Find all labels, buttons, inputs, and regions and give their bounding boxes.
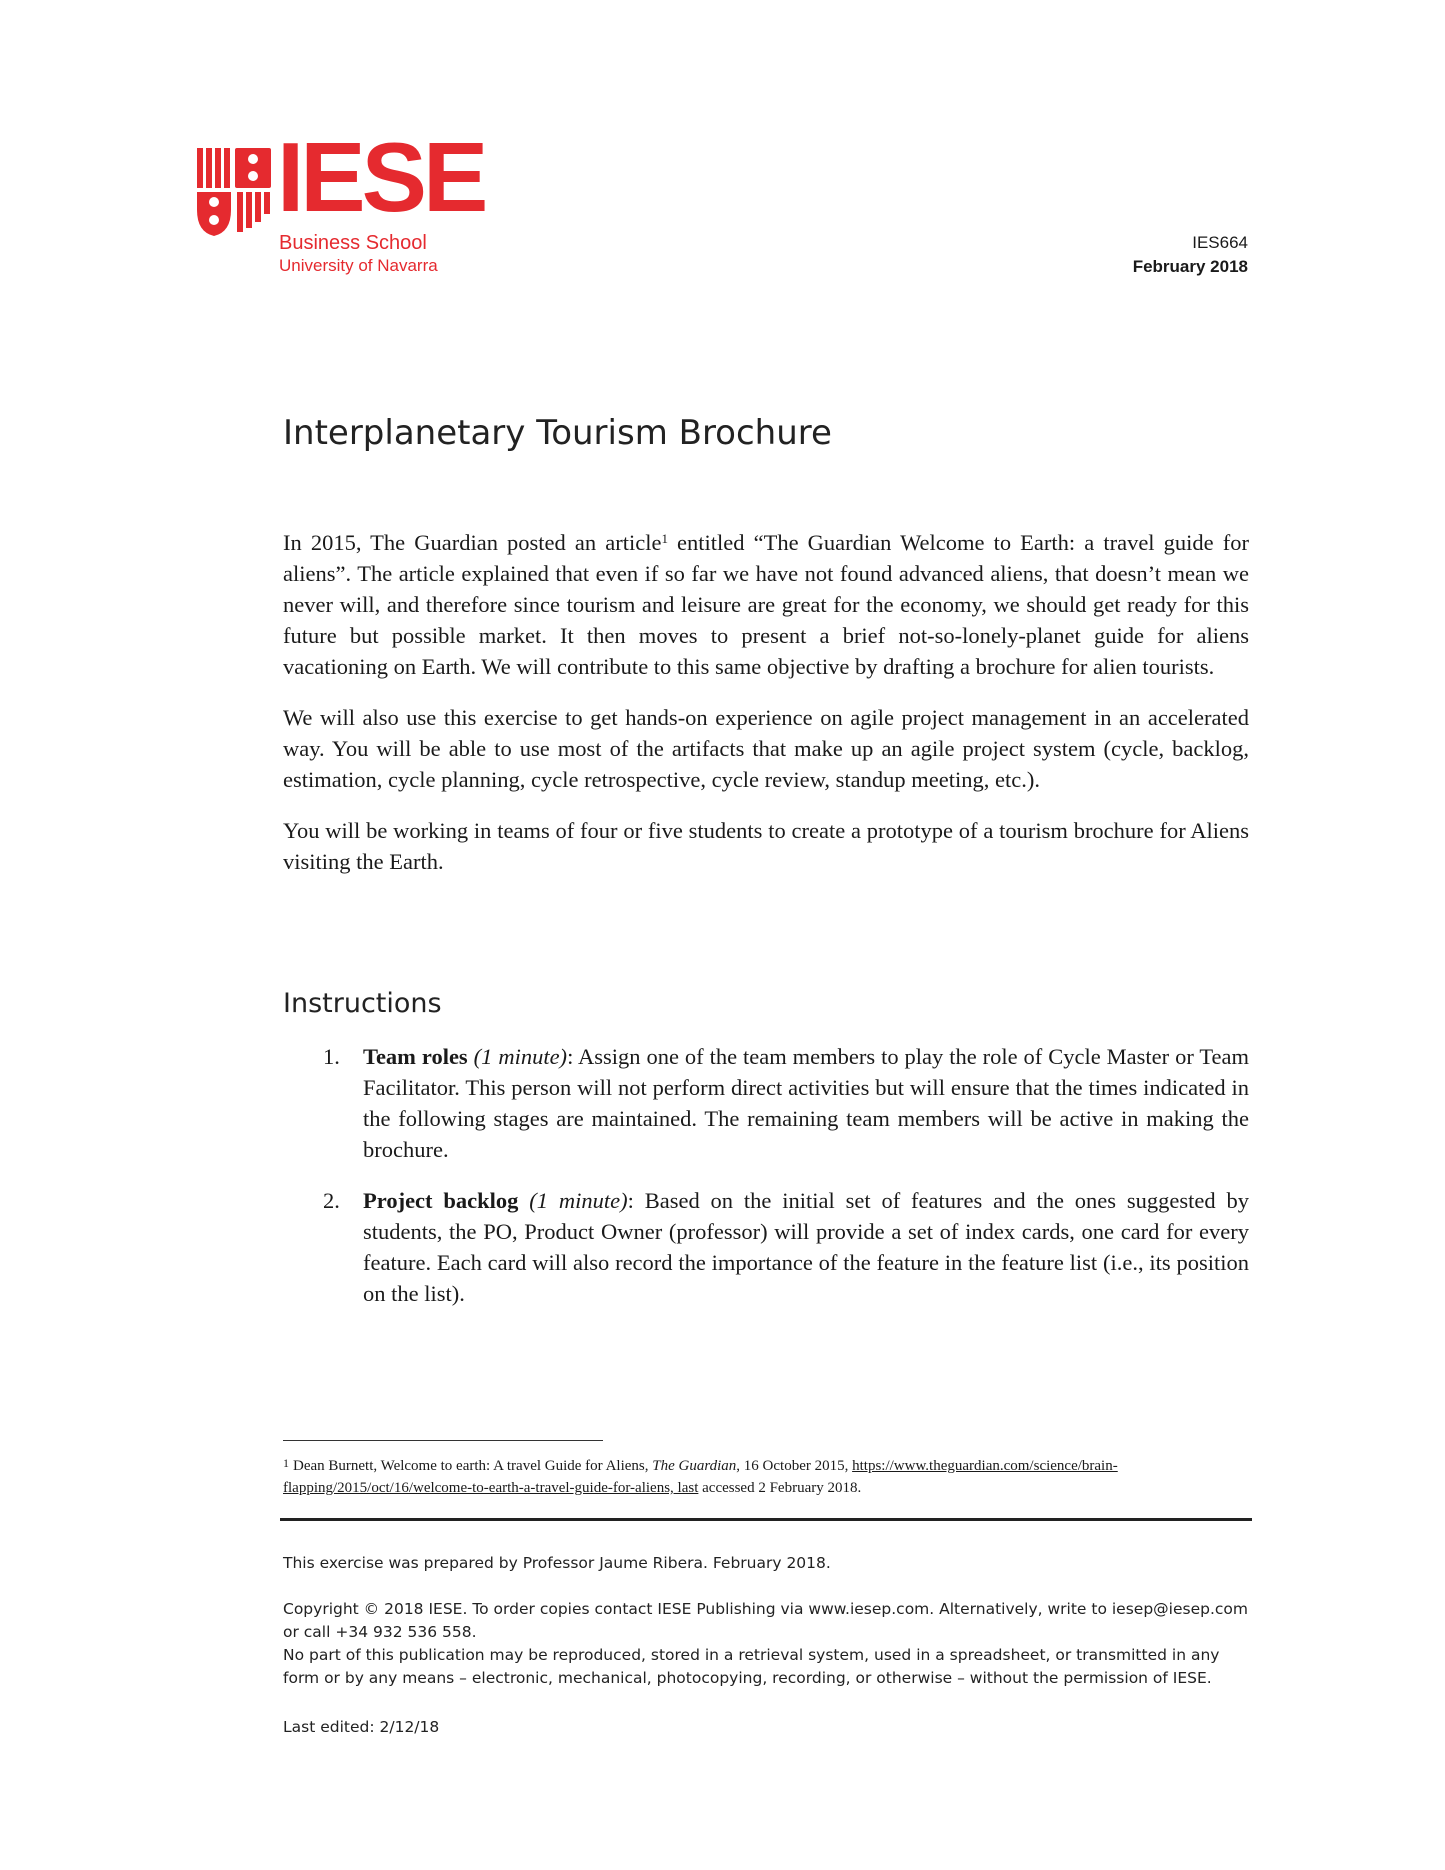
section-divider xyxy=(280,1518,1252,1521)
item-text: : Assign one of the team members to play the role of Cycle Master or Team Facilitator. This person will not perform direct activities but will ensure that the times indicated in the following stages are maintained. The remaining team members will be active in making the brochure. xyxy=(363,1044,1249,1162)
item-number: 2. xyxy=(323,1188,340,1213)
footnote-text: , 16 October 2015, xyxy=(736,1458,853,1474)
intro-section xyxy=(283,527,1249,897)
copyright-line: Copyright © 2018 IESE. To order copies contact IESE Publishing via www.iesep.com. Alternatively, write to iesep@iesep.com or call +34 932 536 558. xyxy=(283,1600,1248,1641)
footnote-mark: 1 xyxy=(283,1456,289,1470)
footnote-reference[interactable]: 1 xyxy=(661,531,668,546)
last-edited-text: Last edited: 2/12/18 xyxy=(283,1718,440,1736)
prepared-by-text: This exercise was prepared by Professor Jaume Ribera. February 2018. xyxy=(283,1554,831,1572)
item-text: : Based on the initial set of features and the ones suggested by students, the PO, Product Owner (professor) will provide a set of index cards, one card for every feature. Each card will also record the importance of the feature in the feature list (i.e., its position on the list). xyxy=(363,1188,1249,1306)
prepared-by-note xyxy=(283,1552,1249,1575)
instructions-list xyxy=(323,1041,1249,1329)
iese-shield-icon xyxy=(197,148,271,236)
document-date: February 2018 xyxy=(1132,257,1248,276)
intro-paragraph: You will be working in teams of four or five students to create a prototype of a tourism brochure for Aliens visiting the Earth. xyxy=(283,818,1249,874)
footnote-link[interactable]: https://www.theguardian.com/science/brain-flapping/2015/oct/16/welcome-to-earth-a-travel-guide-for-aliens, last xyxy=(283,1458,1118,1496)
document-meta xyxy=(1133,231,1248,279)
logo-university: University of Navarra xyxy=(279,256,438,275)
footnote-text: accessed 2 February 2018. xyxy=(698,1480,862,1496)
intro-paragraph xyxy=(283,527,1249,682)
item-term: Project backlog xyxy=(363,1188,519,1213)
list-item xyxy=(323,1041,1249,1165)
footnote-publication: The Guardian xyxy=(652,1458,737,1474)
footnote xyxy=(283,1455,1249,1499)
logo-wordmark: IESE xyxy=(277,122,485,232)
logo-business-school: Business School xyxy=(279,232,427,254)
intro-text: In 2015, The Guardian posted an article xyxy=(283,530,662,555)
iese-logo xyxy=(197,122,485,284)
copyright-line: No part of this publication may be reproduced, stored in a retrieval system, used in a spreadsheet, or transmitted in any form or by any means – electronic, mechanical, photocopying, recording, or otherwise – without the permission of IESE. xyxy=(283,1646,1220,1687)
instructions-heading: Instructions xyxy=(283,988,442,1019)
footnote-text: Dean Burnett, Welcome to earth: A travel Guide for Aliens, xyxy=(293,1458,653,1474)
footnote-divider xyxy=(283,1440,603,1441)
item-duration: (1 minute) xyxy=(473,1044,568,1069)
copyright-notice xyxy=(283,1598,1249,1690)
page-title: Interplanetary Tourism Brochure xyxy=(283,413,832,453)
item-duration: (1 minute) xyxy=(529,1188,628,1213)
item-term: Team roles xyxy=(363,1044,468,1069)
list-item xyxy=(323,1185,1249,1309)
intro-paragraph: We will also use this exercise to get hands-on experience on agile project management in an accelerated way. You will be able to use most of the artifacts that make up an agile project system (cycle, backlog, estimation, cycle planning, cycle retrospective, cycle review, standup meeting, etc.). xyxy=(283,705,1249,792)
document-code: IES664 xyxy=(1192,233,1248,252)
last-edited xyxy=(283,1716,1249,1739)
intro-text: entitled “The Guardian Welcome to Earth: a travel guide for aliens”. The article explained that even if so far we have not found advanced aliens, that doesn’t mean we never will, and therefore since tourism and leisure are great for the economy, we should get ready for this future but possible market. It then moves to present a brief not-so-lonely-planet guide for aliens vacationing on Earth. We will contribute to this same objective by drafting a brochure for alien tourists. xyxy=(283,530,1249,679)
item-number: 1. xyxy=(323,1044,340,1069)
